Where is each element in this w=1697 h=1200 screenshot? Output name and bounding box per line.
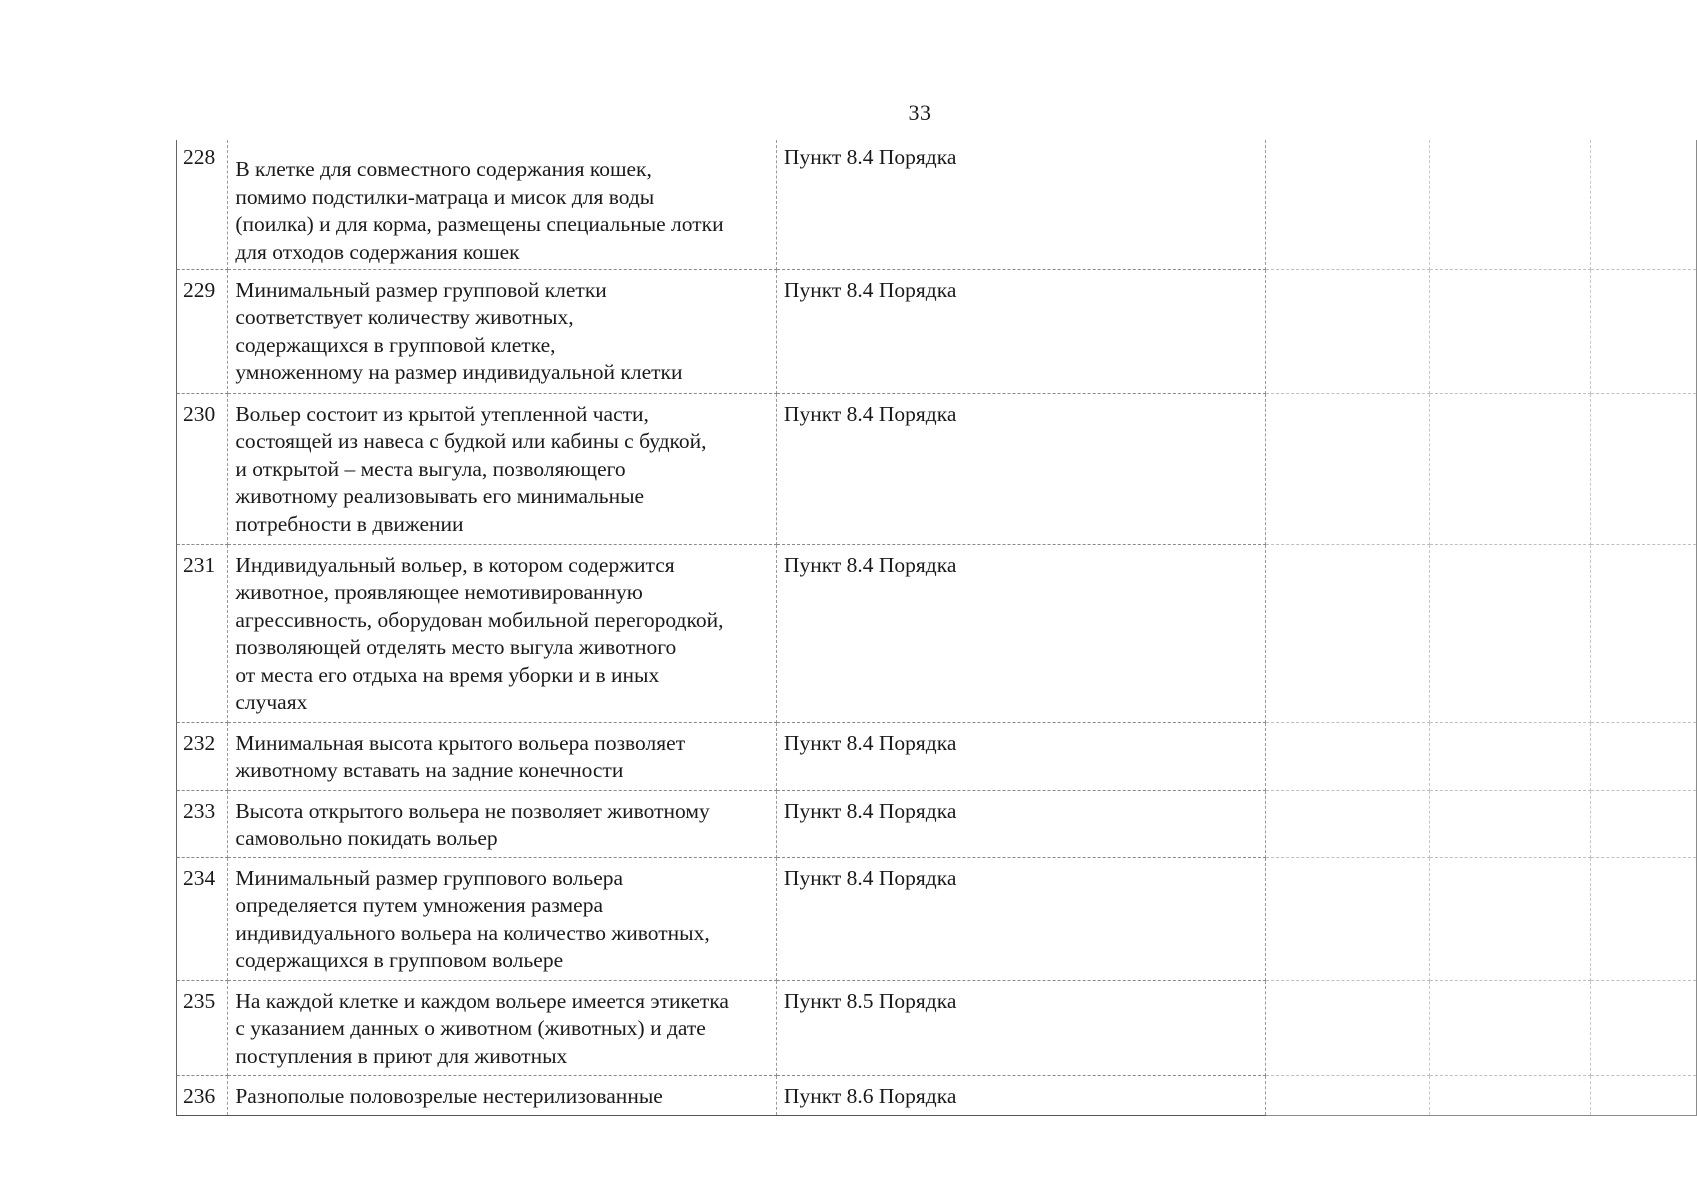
answer-cell-na xyxy=(1591,140,1697,269)
requirement-text: Минимальная высота крытого вольера позволяет животному вставать на задние конечности xyxy=(235,730,686,782)
reference-cell: Пункт 8.4 Порядка xyxy=(776,140,1265,269)
row-number: 231 xyxy=(177,544,228,722)
answer-cell-yes xyxy=(1265,857,1429,980)
answer-cell-na xyxy=(1591,857,1697,980)
requirement-text: Минимальный размер групповой клетки соответствует количеству животных, содержащихся в групповой клетке, умноженному на размер индивидуальной клетки xyxy=(235,277,683,384)
reference-cell: Пункт 8.4 Порядка xyxy=(776,544,1265,722)
answer-cell-yes xyxy=(1265,980,1429,1075)
answer-cell-na xyxy=(1591,722,1697,790)
requirement-cell xyxy=(228,269,777,393)
answer-cell-no xyxy=(1429,544,1590,722)
row-number: 228 xyxy=(177,140,228,269)
requirement-text: В клетке для совместного содержания кошек, помимо подстилки-матраца и мисок для воды (поилка) и для корма, размещены специальные лотки для отходов содержания кошек xyxy=(235,157,724,264)
table-row xyxy=(177,140,1697,269)
row-number: 234 xyxy=(177,857,228,980)
table-row xyxy=(177,393,1697,544)
reference-cell: Пункт 8.4 Порядка xyxy=(776,269,1265,393)
requirement-cell xyxy=(228,980,777,1075)
requirement-text: Высота открытого вольера не позволяет животному самовольно покидать вольер xyxy=(235,798,710,850)
row-number: 230 xyxy=(177,393,228,544)
answer-cell-yes xyxy=(1265,722,1429,790)
answer-cell-na xyxy=(1591,1075,1697,1115)
requirement-text: Разнополые половозрелые нестерилизованные xyxy=(235,1083,663,1108)
answer-cell-no xyxy=(1429,140,1590,269)
row-number: 233 xyxy=(177,790,228,857)
requirement-cell xyxy=(228,544,777,722)
requirement-text: Индивидуальный вольер, в котором содержится животное, проявляющее немотивированную агрессивность, оборудован мобильной перегородкой, позволяющей отделять место выгула животного от места его отдыха на время уборки и в иных случаях xyxy=(235,552,724,714)
requirement-text: Минимальный размер группового вольера определяется путем умножения размера индивидуального вольера на количество животных, содержащихся в групповом вольере xyxy=(235,865,710,972)
requirement-cell xyxy=(228,857,777,980)
table-row xyxy=(177,544,1697,722)
requirement-text: Вольер состоит из крытой утепленной части, состоящей из навеса с будкой или кабины с будкой, и открытой – места выгула, позволяющего животному реализовывать его минимальные потребности в движении xyxy=(235,401,707,536)
answer-cell-yes xyxy=(1265,1075,1429,1115)
table-row xyxy=(177,1075,1697,1115)
requirement-cell xyxy=(228,140,777,269)
reference-cell: Пункт 8.4 Порядка xyxy=(776,857,1265,980)
row-number: 236 xyxy=(177,1075,228,1115)
reference-cell: Пункт 8.4 Порядка xyxy=(776,722,1265,790)
answer-cell-na xyxy=(1591,269,1697,393)
requirement-cell xyxy=(228,790,777,857)
answer-cell-no xyxy=(1429,790,1590,857)
row-number: 229 xyxy=(177,269,228,393)
requirement-cell xyxy=(228,722,777,790)
requirement-cell xyxy=(228,393,777,544)
answer-cell-no xyxy=(1429,980,1590,1075)
answer-cell-yes xyxy=(1265,393,1429,544)
table-row xyxy=(177,857,1697,980)
answer-cell-na xyxy=(1591,393,1697,544)
answer-cell-no xyxy=(1429,269,1590,393)
reference-cell: Пункт 8.6 Порядка xyxy=(776,1075,1265,1115)
answer-cell-no xyxy=(1429,722,1590,790)
table-row xyxy=(177,722,1697,790)
reference-cell: Пункт 8.4 Порядка xyxy=(776,790,1265,857)
inspection-checklist-table xyxy=(176,140,1697,1116)
answer-cell-no xyxy=(1429,857,1590,980)
row-number: 232 xyxy=(177,722,228,790)
requirement-text: На каждой клетке и каждом вольере имеется этикетка с указанием данных о животном (животных) и дате поступления в приют для животных xyxy=(235,988,729,1068)
page-number: 33 xyxy=(908,100,932,125)
answer-cell-yes xyxy=(1265,790,1429,857)
answer-cell-na xyxy=(1591,544,1697,722)
table-row xyxy=(177,790,1697,857)
answer-cell-no xyxy=(1429,393,1590,544)
table-row xyxy=(177,269,1697,393)
reference-cell: Пункт 8.4 Порядка xyxy=(776,393,1265,544)
table-row xyxy=(177,980,1697,1075)
answer-cell-yes xyxy=(1265,544,1429,722)
row-number: 235 xyxy=(177,980,228,1075)
answer-cell-yes xyxy=(1265,140,1429,269)
answer-cell-na xyxy=(1591,980,1697,1075)
answer-cell-no xyxy=(1429,1075,1590,1115)
answer-cell-na xyxy=(1591,790,1697,857)
answer-cell-yes xyxy=(1265,269,1429,393)
reference-cell: Пункт 8.5 Порядка xyxy=(776,980,1265,1075)
requirement-cell xyxy=(228,1075,777,1115)
